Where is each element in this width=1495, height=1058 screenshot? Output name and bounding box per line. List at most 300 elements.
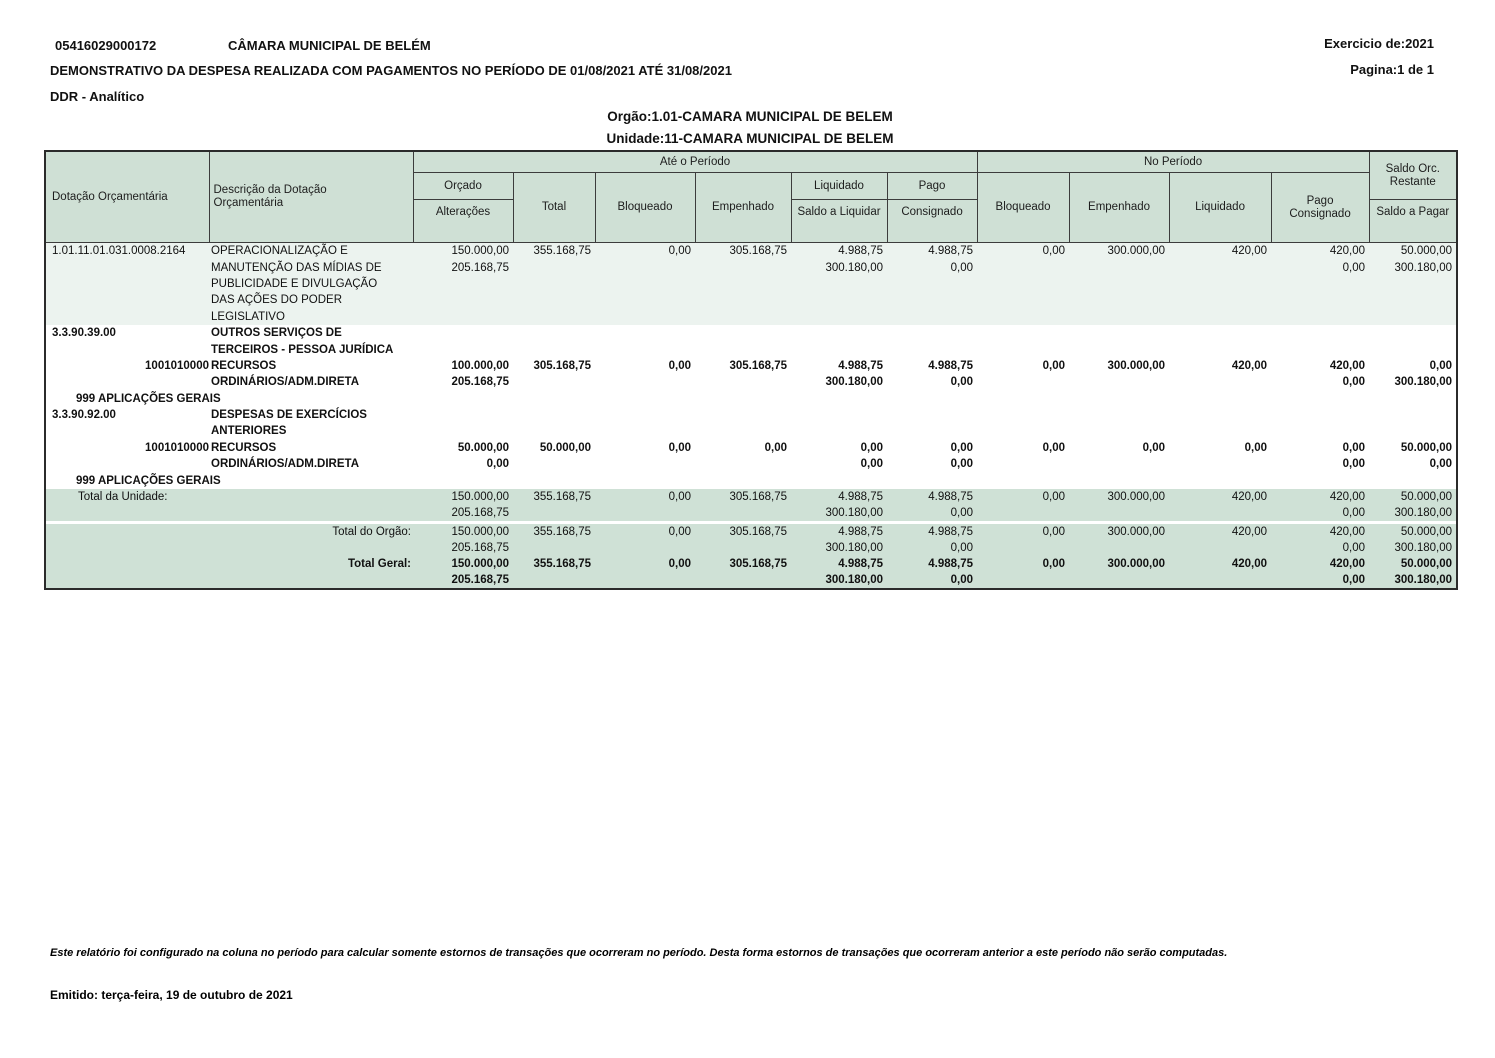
cell-value: [513, 341, 595, 357]
cell-value: 305.168,75: [695, 524, 791, 540]
cell-descricao: TERCEIROS - PESSOA JURÍDICA: [211, 343, 394, 356]
cell-value: [1069, 572, 1169, 589]
cell-value: 4.988,75: [791, 524, 887, 540]
cell-value: [595, 309, 695, 325]
cell-value: 4.988,75: [928, 359, 974, 372]
cell-value: 50.000,00: [1369, 489, 1457, 505]
cell-value: [1369, 292, 1457, 308]
cell-dotacao: [45, 341, 209, 357]
cell-value: 300.000,00: [1107, 359, 1166, 372]
table-row: [45, 374, 1457, 390]
cell-value: [595, 456, 695, 472]
cell-value: [977, 325, 1069, 341]
cell-value: [695, 309, 791, 325]
cell-value: 4.988,75: [791, 489, 887, 505]
cell-value: [1271, 423, 1369, 439]
cell-value: [595, 407, 695, 423]
column-header-empenhado-no: Empenhado: [1069, 173, 1169, 243]
page-number: Pagina:1 de 1: [1350, 62, 1434, 77]
cell-value: [513, 309, 595, 325]
cell-value: 420,00: [1271, 556, 1369, 572]
cell-descricao: OPERACIONALIZAÇÃO E: [209, 243, 413, 260]
cell-value: [513, 472, 595, 488]
cell-descricao: [209, 391, 413, 407]
cell-value: 205.168,75: [413, 540, 513, 556]
cell-descricao: OUTROS SERVIÇOS DE: [211, 327, 342, 340]
table-row: [45, 358, 1457, 374]
cell-value: 355.168,75: [513, 556, 595, 572]
cell-descricao: DESPESAS DE EXERCÍCIOS: [211, 409, 367, 422]
cell-value: [977, 292, 1069, 308]
cell-value: [695, 472, 791, 488]
table-row: [45, 423, 1457, 439]
pago-no-line1: Pago: [1306, 194, 1334, 207]
cell-value: [1069, 407, 1169, 423]
cell-value: [791, 472, 887, 488]
table-row: [45, 325, 1457, 341]
cell-dotacao: 3.3.90.39.00: [52, 327, 116, 340]
cell-value: 420,00: [1231, 359, 1268, 372]
column-header-empenhado-ate: Empenhado: [695, 173, 791, 243]
cell-descricao: ANTERIORES: [211, 425, 287, 438]
cell-value: [695, 391, 791, 407]
cell-value: [695, 407, 791, 423]
cell-value: [513, 505, 595, 521]
saldo-orc-line1: Saldo Orc.: [1385, 162, 1440, 175]
cell-value: [413, 292, 513, 308]
cell-dotacao: [45, 423, 209, 439]
cell-value: 0,00: [860, 441, 883, 454]
cell-value: [1169, 374, 1271, 390]
cell-value: [595, 341, 695, 357]
cell-value: [887, 341, 977, 357]
cell-value: 420,00: [1169, 489, 1271, 505]
cell-value: 0,00: [887, 572, 977, 589]
cell-value: [791, 341, 887, 357]
table-row: [45, 407, 1457, 423]
cell-dotacao: [45, 505, 209, 521]
column-header-descricao-line2: Orçamentária: [213, 197, 284, 209]
cell-value: 0,00: [950, 458, 974, 471]
table-body: [45, 243, 1457, 589]
cell-value: 300.180,00: [791, 572, 887, 589]
cell-value: [1069, 456, 1169, 472]
cell-value: 0,00: [977, 489, 1069, 505]
table-row: [45, 259, 1457, 275]
report-type: DDR - Analítico: [50, 89, 145, 104]
cell-descricao: DAS AÇÕES DO PODER: [209, 292, 413, 308]
cell-value: [887, 325, 977, 341]
cell-value: [1369, 309, 1457, 325]
cell-value: 0,00: [1271, 259, 1369, 275]
cell-value: [1169, 472, 1271, 488]
cell-value: [1271, 407, 1369, 423]
cell-value: 4.988,75: [887, 524, 977, 540]
cell-descricao: PUBLICIDADE E DIVULGAÇÃO: [209, 276, 413, 292]
cell-value: [1069, 276, 1169, 292]
cell-value: [1169, 341, 1271, 357]
cell-value: [513, 572, 595, 589]
cell-value: [791, 292, 887, 308]
cell-value: [887, 292, 977, 308]
cell-value: 300.000,00: [1069, 556, 1169, 572]
cell-value: 205.168,75: [413, 505, 513, 521]
cell-descricao: [209, 572, 413, 589]
table-row: [45, 556, 1457, 572]
column-header-consignado: Consignado: [887, 200, 977, 243]
cell-value: [695, 374, 791, 390]
cell-value: 205.168,75: [451, 376, 509, 389]
cell-value: [977, 505, 1069, 521]
cell-value: 0,00: [977, 556, 1069, 572]
cell-value: [513, 540, 595, 556]
cell-value: [1369, 407, 1457, 423]
cell-descricao: ORDINÁRIOS/ADM.DIRETA: [211, 376, 360, 389]
cell-value: [413, 341, 513, 357]
cell-value: [413, 276, 513, 292]
cell-value: [695, 341, 791, 357]
cell-value: 300.180,00: [1369, 259, 1457, 275]
cell-value: 0,00: [595, 489, 695, 505]
cell-value: 420,00: [1271, 489, 1369, 505]
cell-value: [791, 309, 887, 325]
cell-value: 300.180,00: [1369, 540, 1457, 556]
cell-value: 305.168,75: [729, 359, 787, 372]
table-row: [45, 341, 1457, 357]
cell-value: [1169, 572, 1271, 589]
cell-value: 0,00: [1271, 540, 1369, 556]
cell-descricao: [209, 505, 413, 521]
cell-total-label: Total Geral:: [45, 556, 413, 572]
cell-dotacao: [45, 292, 209, 308]
cell-value: [413, 391, 513, 407]
cell-value: [791, 276, 887, 292]
column-header-alteracoes: Alterações: [413, 200, 513, 243]
table-row: [45, 440, 1457, 456]
cell-value: 205.168,75: [413, 259, 513, 275]
cell-value: [977, 276, 1069, 292]
cell-value: [977, 259, 1069, 275]
cell-total-label: Total do Orgão:: [45, 524, 413, 540]
cell-value: 305.168,75: [695, 489, 791, 505]
cell-value: [1369, 472, 1457, 488]
cell-value: [791, 423, 887, 439]
cell-value: [1069, 341, 1169, 357]
cell-value: [1369, 276, 1457, 292]
cell-value: 4.988,75: [791, 243, 887, 260]
cell-descricao: [209, 540, 413, 556]
column-header-descricao-line1: Descrição da Dotação: [213, 184, 327, 196]
column-header-pago-consignado-no: [1271, 173, 1369, 243]
cell-value: 420,00: [1271, 524, 1369, 540]
cell-value: [1369, 325, 1457, 341]
cell-value: 0,00: [950, 376, 974, 389]
cell-value: [1069, 391, 1169, 407]
cell-value: [977, 423, 1069, 439]
cell-dotacao: [45, 572, 209, 589]
cell-value: [791, 407, 887, 423]
table-row: [45, 243, 1457, 260]
table-row: [45, 572, 1457, 589]
cell-value: [977, 391, 1069, 407]
cell-value: [1169, 309, 1271, 325]
cell-value: [977, 341, 1069, 357]
table-row: [45, 472, 1457, 488]
cell-value: [1271, 276, 1369, 292]
cell-value: 300.000,00: [1069, 243, 1169, 260]
cell-value: 300.180,00: [1369, 505, 1457, 521]
cell-dotacao: 3.3.90.92.00: [52, 409, 116, 422]
cell-value: 420,00: [1169, 556, 1271, 572]
cell-value: 0,00: [1429, 359, 1453, 372]
cell-dotacao: 999 APLICAÇÕES GERAIS: [76, 392, 221, 405]
cell-value: [1069, 374, 1169, 390]
column-header-bloqueado-no: Bloqueado: [977, 173, 1069, 243]
emitted-date: Emitido: terça-feira, 19 de outubro de 2021: [50, 988, 293, 1002]
cell-value: [887, 391, 977, 407]
cell-value: [595, 276, 695, 292]
column-header-liquidado-no: Liquidado: [1169, 173, 1271, 243]
column-group-ate-o-periodo: Até o Período: [413, 151, 977, 173]
cell-value: [1169, 292, 1271, 308]
cell-value: [1271, 391, 1369, 407]
cell-value: [887, 472, 977, 488]
cell-value: [791, 325, 887, 341]
cell-value: 305.168,75: [695, 556, 791, 572]
cell-value: [887, 309, 977, 325]
cell-value: [595, 572, 695, 589]
cell-value: [695, 259, 791, 275]
entity-name: CÂMARA MUNICIPAL DE BELÉM: [228, 38, 431, 53]
column-header-bloqueado-ate: Bloqueado: [595, 173, 695, 243]
cell-value: 0,00: [977, 243, 1069, 260]
cell-value: 100.000,00: [451, 359, 509, 372]
cell-value: [695, 540, 791, 556]
cell-value: [1271, 472, 1369, 488]
table-row: [45, 456, 1457, 472]
cell-value: [595, 259, 695, 275]
cell-value: [695, 505, 791, 521]
cell-value: 0,00: [1342, 376, 1366, 389]
cell-value: 50.000,00: [539, 441, 591, 454]
cell-value: [513, 374, 595, 390]
cell-value: [1271, 325, 1369, 341]
cell-value: 4.988,75: [887, 243, 977, 260]
cell-value: 0,00: [668, 359, 691, 372]
cell-dotacao: [45, 540, 209, 556]
cell-value: 0,00: [887, 259, 977, 275]
cell-value: 300.180,00: [1394, 376, 1453, 389]
cell-value: 4.988,75: [791, 556, 887, 572]
cell-value: [887, 423, 977, 439]
column-header-total: Total: [513, 173, 595, 243]
cell-value: [1169, 456, 1271, 472]
saldo-orc-line2: Restante: [1389, 175, 1436, 188]
cell-value: [1169, 276, 1271, 292]
cell-value: [1069, 423, 1169, 439]
cell-value: [977, 472, 1069, 488]
cell-descricao: [209, 489, 413, 505]
cell-value: [695, 456, 791, 472]
cell-value: [1369, 341, 1457, 357]
cell-dotacao: 999 APLICAÇÕES GERAIS: [76, 474, 221, 487]
cell-value: [977, 309, 1069, 325]
cell-value: 50.000,00: [457, 441, 509, 454]
cell-value: [1169, 407, 1271, 423]
cell-value: [413, 325, 513, 341]
cell-value: [513, 259, 595, 275]
cell-value: [977, 374, 1069, 390]
cell-dotacao: Total da Unidade:: [45, 489, 209, 505]
exercise-label: Exercicio de:2021: [1324, 36, 1434, 51]
cell-dotacao: [45, 309, 209, 325]
cell-value: 150.000,00: [413, 489, 513, 505]
cell-value: [1069, 505, 1169, 521]
cell-value: [513, 391, 595, 407]
table-row: [45, 505, 1457, 521]
cell-value: [513, 423, 595, 439]
cell-value: 150.000,00: [413, 243, 513, 260]
column-header-liquidado-ate: Liquidado: [791, 173, 887, 200]
cell-value: [413, 407, 513, 423]
cell-value: [695, 325, 791, 341]
cell-value: 355.168,75: [513, 243, 595, 260]
cell-value: 420,00: [1169, 524, 1271, 540]
cell-value: 0,00: [1042, 359, 1066, 372]
cell-dotacao: [45, 259, 209, 275]
cell-value: [595, 472, 695, 488]
cell-descricao: RECURSOS: [211, 359, 277, 372]
footer-note: Este relatório foi configurado na coluna no período para calcular somente estornos de transações que ocorreram no período. Desta forma estornos de transações que ocorreram anterior a este período não serão computadas.: [50, 947, 1228, 959]
cell-dotacao: [45, 456, 209, 472]
cell-dotacao: [45, 374, 209, 390]
cell-value: [695, 292, 791, 308]
pago-no-line2: Consignado: [1289, 207, 1351, 220]
cell-value: 300.180,00: [825, 376, 883, 389]
cell-value: 50.000,00: [1369, 524, 1457, 540]
cell-value: 0,00: [486, 458, 509, 471]
cell-value: [413, 309, 513, 325]
cell-value: 420,00: [1271, 243, 1369, 260]
cell-value: [413, 472, 513, 488]
column-group-no-periodo: No Período: [977, 151, 1369, 173]
cell-value: 0,00: [668, 441, 691, 454]
cell-value: 300.000,00: [1069, 489, 1169, 505]
table-row: [45, 276, 1457, 292]
cell-value: [1169, 325, 1271, 341]
column-header-saldo-a-pagar: Saldo a Pagar: [1369, 200, 1457, 243]
cell-value: [595, 540, 695, 556]
cell-value: [513, 292, 595, 308]
cell-value: 0,00: [595, 243, 695, 260]
cell-value: [1271, 341, 1369, 357]
cell-value: 0,00: [595, 524, 695, 540]
table-row: [45, 540, 1457, 556]
cell-value: [1271, 309, 1369, 325]
cell-value: [595, 292, 695, 308]
cell-value: 300.180,00: [791, 259, 887, 275]
column-header-pago-ate: Pago: [887, 173, 977, 200]
cell-value: [1169, 391, 1271, 407]
cell-value: [513, 276, 595, 292]
cell-descricao: [209, 472, 413, 488]
cell-value: 0,00: [764, 441, 787, 454]
cell-value: [595, 391, 695, 407]
cell-value: 0,00: [1042, 441, 1066, 454]
cell-value: [595, 505, 695, 521]
table-row: [45, 292, 1457, 308]
cell-dotacao: 1.01.11.01.031.0008.2164: [45, 243, 209, 260]
cell-value: [977, 540, 1069, 556]
column-header-saldo-orc-restante: [1369, 151, 1457, 200]
cell-value: [1169, 423, 1271, 439]
cell-value: 0,00: [887, 540, 977, 556]
cell-dotacao: [45, 276, 209, 292]
table-row: [45, 489, 1457, 505]
cell-value: [1369, 391, 1457, 407]
cell-value: 150.000,00: [413, 524, 513, 540]
cell-value: [977, 572, 1069, 589]
cell-value: [791, 391, 887, 407]
report-title: DEMONSTRATIVO DA DESPESA REALIZADA COM PAGAMENTOS NO PERÍODO DE 01/08/2021 ATÉ 31/08/2021: [50, 63, 732, 78]
cell-value: 0,00: [1271, 505, 1369, 521]
cell-dotacao: 1001010000: [145, 359, 209, 372]
cell-value: [1169, 505, 1271, 521]
cell-descricao: MANUTENÇÃO DAS MÍDIAS DE: [209, 259, 413, 275]
cell-value: [1169, 259, 1271, 275]
column-header-saldo-a-liquidar: Saldo a Liquidar: [791, 200, 887, 243]
cell-dotacao: 1001010000: [145, 441, 209, 454]
table-row: [45, 391, 1457, 407]
cell-value: [413, 423, 513, 439]
cell-value: 420,00: [1329, 359, 1366, 372]
cell-value: [695, 572, 791, 589]
expense-table: [44, 150, 1458, 590]
cell-descricao: RECURSOS: [211, 441, 277, 454]
report-code: 05416029000172: [55, 38, 157, 53]
cell-value: [1069, 540, 1169, 556]
cell-value: [695, 423, 791, 439]
cell-value: 300.180,00: [1369, 572, 1457, 589]
cell-descricao: LEGISLATIVO: [209, 309, 413, 325]
cell-value: 0,00: [595, 556, 695, 572]
cell-value: [1069, 292, 1169, 308]
cell-value: 355.168,75: [513, 524, 595, 540]
cell-value: [513, 456, 595, 472]
cell-value: 420,00: [1169, 243, 1271, 260]
cell-value: [977, 407, 1069, 423]
cell-value: [1069, 472, 1169, 488]
cell-value: [1169, 540, 1271, 556]
cell-value: 305.168,75: [533, 359, 591, 372]
cell-value: [595, 374, 695, 390]
cell-value: [1369, 423, 1457, 439]
cell-value: 300.000,00: [1069, 524, 1169, 540]
cell-value: [1271, 292, 1369, 308]
cell-value: 0,00: [1342, 441, 1366, 454]
cell-value: 4.988,75: [838, 359, 883, 372]
cell-value: 305.168,75: [695, 243, 791, 260]
cell-value: [977, 456, 1069, 472]
column-header-orcado: Orçado: [413, 173, 513, 200]
cell-value: [595, 423, 695, 439]
cell-value: [1069, 309, 1169, 325]
orgao-line: Orgão:1.01-CAMARA MUNICIPAL DE BELEM: [607, 109, 893, 124]
cell-value: 50.000,00: [1369, 243, 1457, 260]
cell-value: 205.168,75: [413, 572, 513, 589]
cell-value: [887, 407, 977, 423]
cell-value: 50.000,00: [1369, 556, 1457, 572]
